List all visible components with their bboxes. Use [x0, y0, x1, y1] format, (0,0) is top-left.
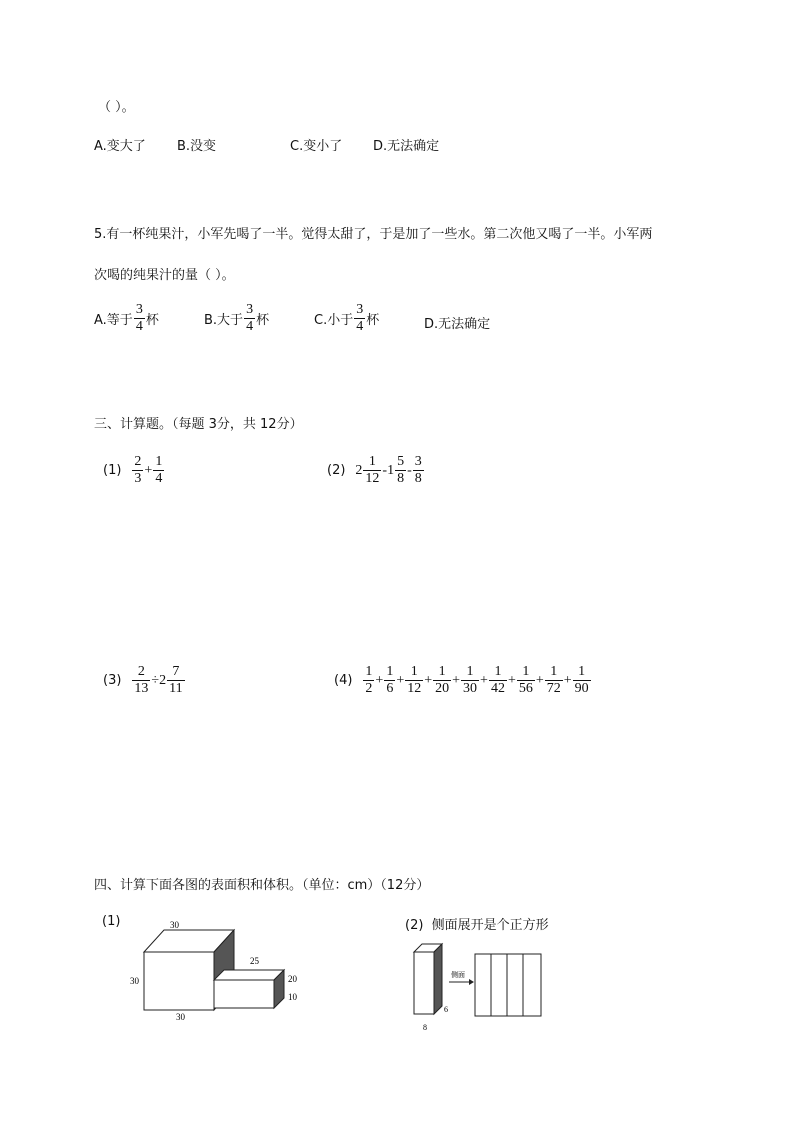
dim-label-small-h2: 10	[288, 992, 297, 1002]
fraction-numerator: 5	[397, 454, 405, 469]
fraction	[517, 664, 535, 697]
q4-option-d: D.无法确定	[373, 139, 440, 154]
fraction-numerator: 1	[578, 664, 586, 679]
q5-line2: 次喝的纯果汁的量（ ）。	[94, 268, 235, 283]
fraction	[395, 454, 406, 487]
fraction-numerator: 3	[135, 302, 143, 317]
fraction	[132, 454, 143, 487]
q5-option-a-suffix: 杯	[145, 313, 159, 328]
q4-option-b: B.没变	[177, 139, 217, 154]
figure2-caption: 侧面展开是个正方形	[431, 918, 549, 933]
plus-operator: +	[507, 672, 516, 688]
fraction	[363, 454, 381, 487]
fraction	[363, 664, 374, 697]
figure2-number: (2)	[405, 918, 424, 933]
fraction-denominator: 4	[356, 319, 364, 334]
calc-problem-1	[103, 454, 165, 487]
fraction-denominator: 2	[365, 681, 373, 696]
fraction-denominator: 13	[134, 681, 149, 696]
fraction	[132, 664, 150, 697]
dim-label-left: 30	[130, 976, 139, 986]
q5-option-b-suffix: 杯	[256, 313, 270, 328]
whole-number: 2	[355, 462, 363, 478]
small-cuboid-top-face	[214, 970, 284, 980]
fraction-numerator: 1	[410, 664, 418, 679]
q4-blank: （ ）。	[98, 100, 135, 115]
q5-option-a-fraction	[134, 302, 145, 335]
fraction-denominator: 90	[574, 681, 589, 696]
q5-option-b	[204, 302, 269, 335]
q5-option-c-fraction	[354, 302, 365, 335]
dim-label-small-h1: 20	[288, 974, 297, 984]
plus-operator: +	[452, 672, 461, 688]
fraction-numerator: 1	[550, 664, 558, 679]
dim-label-small-top: 25	[250, 956, 259, 966]
fraction-numerator: 3	[246, 302, 254, 317]
plus-operator: +	[424, 672, 433, 688]
arrow-head-icon	[469, 979, 474, 985]
figure1-label: (1)	[102, 914, 121, 929]
prism-side-face	[434, 944, 442, 1014]
fraction-denominator: 6	[386, 681, 394, 696]
problem-label: (2)	[327, 463, 346, 478]
fraction-numerator: 7	[172, 664, 180, 679]
problem-label: (3)	[103, 673, 122, 688]
fraction-denominator: 4	[155, 471, 163, 486]
prism-base-label: 8	[423, 1023, 427, 1032]
q5-option-b-fraction	[244, 302, 255, 335]
fraction	[413, 454, 424, 487]
fraction-denominator: 30	[463, 681, 478, 696]
calc-problem-3	[103, 664, 186, 697]
q5-option-a-prefix: A.等于	[94, 313, 133, 328]
fraction-denominator: 4	[246, 319, 254, 334]
q4-option-a: A.变大了	[94, 139, 146, 154]
dim-label-bottom: 30	[176, 1012, 185, 1022]
fraction-denominator: 3	[134, 471, 142, 486]
small-cuboid-front-face	[214, 980, 274, 1008]
fraction-numerator: 1	[365, 664, 373, 679]
fraction-numerator: 3	[414, 454, 422, 469]
fraction-numerator: 2	[134, 454, 142, 469]
net-square	[475, 954, 541, 1016]
q5-line1: 5.有一杯纯果汁，小军先喝了一半。觉得太甜了，于是加了一些水。第二次他又喝了一半。小军两	[94, 227, 653, 242]
figure2-label	[405, 914, 549, 933]
fraction-numerator: 1	[494, 664, 502, 679]
fraction-numerator: 1	[466, 664, 474, 679]
calc-problem-4	[334, 664, 592, 697]
q5-option-c	[314, 302, 379, 335]
fraction-denominator: 11	[169, 681, 183, 696]
fraction-denominator: 8	[414, 471, 422, 486]
arrow-label: 侧面	[451, 971, 465, 979]
fraction	[489, 664, 507, 697]
fraction-denominator: 12	[407, 681, 422, 696]
fraction	[167, 664, 184, 697]
fraction-numerator: 2	[137, 664, 145, 679]
operator: -	[407, 462, 412, 478]
prism-front-face	[414, 952, 434, 1014]
operator: +	[144, 462, 153, 478]
fraction-numerator: 1	[438, 664, 446, 679]
figure1-cuboids	[120, 918, 320, 1022]
problem-label: (4)	[334, 673, 353, 688]
fraction	[153, 454, 164, 487]
problem-label: (1)	[103, 463, 122, 478]
fraction	[573, 664, 591, 697]
operator: ÷2	[151, 672, 167, 688]
plus-operator: +	[563, 672, 572, 688]
fraction-denominator: 12	[365, 471, 380, 486]
fraction-numerator: 1	[368, 454, 376, 469]
fraction	[433, 664, 451, 697]
figure2-prism-net	[405, 938, 555, 1034]
fraction	[405, 664, 423, 697]
fraction	[545, 664, 563, 697]
plus-operator: +	[535, 672, 544, 688]
fraction-denominator: 4	[135, 319, 143, 334]
fraction-denominator: 42	[490, 681, 505, 696]
plus-operator: +	[396, 672, 405, 688]
dim-label-top: 30	[170, 920, 179, 930]
fraction-numerator: 1	[386, 664, 394, 679]
fraction-denominator: 8	[397, 471, 405, 486]
plus-operator: +	[480, 672, 488, 688]
q5-option-d: D.无法确定	[424, 317, 491, 332]
calc-problem-2	[327, 454, 425, 487]
q5-option-c-prefix: C.小于	[314, 313, 354, 328]
fraction-denominator: 20	[435, 681, 450, 696]
q5-option-b-prefix: B.大于	[204, 313, 244, 328]
operator: -1	[382, 462, 395, 478]
plus-operator: +	[375, 672, 384, 688]
fraction-numerator: 1	[522, 664, 530, 679]
q5-option-a	[94, 302, 159, 335]
fraction	[384, 664, 395, 697]
section4-heading: 四、计算下面各图的表面积和体积。（单位：cm）（12分）	[94, 878, 430, 893]
q4-option-c: C.变小了	[290, 139, 343, 154]
fraction-numerator: 1	[155, 454, 163, 469]
fraction-denominator: 56	[518, 681, 533, 696]
q5-option-c-suffix: 杯	[366, 313, 380, 328]
fraction	[461, 664, 479, 697]
section3-heading: 三、计算题。（每题 3分，共 12分）	[94, 417, 303, 432]
fraction-denominator: 72	[546, 681, 561, 696]
large-cube-front-face	[144, 952, 214, 1010]
fraction-numerator: 3	[356, 302, 364, 317]
prism-side-label: 6	[444, 1005, 448, 1014]
